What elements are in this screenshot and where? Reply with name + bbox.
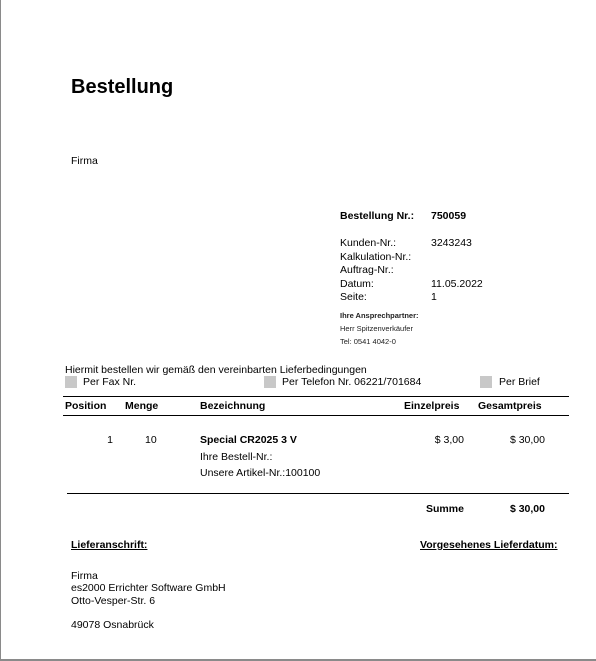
page-label: Seite:	[340, 291, 367, 303]
contact-heading: Ihre Ansprechpartner:	[340, 311, 419, 320]
phone-option-label: Per Telefon Nr. 06221/701684	[282, 376, 422, 388]
table-header-rule	[63, 415, 569, 416]
sum-label: Summe	[426, 503, 464, 515]
page-value: 1	[431, 291, 437, 303]
document-title: Bestellung	[71, 76, 174, 98]
letter-checkbox[interactable]	[480, 376, 492, 388]
row-description: Special CR2025 3 V	[200, 434, 297, 446]
address-line-2: es2000 Errichter Software GmbH	[71, 582, 226, 594]
column-header-quantity: Menge	[125, 400, 159, 412]
column-header-total-price: Gesamtpreis	[478, 400, 542, 412]
contact-name: Herr Spitzenverkäufer	[340, 324, 413, 333]
row-quantity: 10	[145, 434, 157, 446]
table-bottom-rule	[67, 493, 569, 494]
column-header-position: Position	[65, 400, 107, 412]
fax-checkbox[interactable]	[65, 376, 77, 388]
company-label: Firma	[71, 155, 98, 167]
fax-option-label: Per Fax Nr.	[83, 376, 137, 388]
calculation-number-label: Kalkulation-Nr.:	[340, 251, 412, 263]
terms-intro: Hiermit bestellen wir gemäß den vereinbarten Lieferbedingungen	[65, 364, 367, 376]
letter-option-label: Per Brief	[499, 376, 540, 388]
row-article-number: Unsere Artikel-Nr.:100100	[200, 467, 321, 479]
row-position: 1	[107, 434, 113, 446]
row-customer-order-number: Ihre Bestell-Nr.:	[200, 451, 273, 463]
phone-checkbox[interactable]	[264, 376, 276, 388]
row-total-price: $ 30,00	[509, 434, 545, 446]
order-number-value: 750059	[431, 210, 467, 222]
order-reference-label: Auftrag-Nr.:	[340, 264, 394, 276]
column-header-description: Bezeichnung	[200, 400, 266, 412]
date-label: Datum:	[340, 278, 374, 290]
delivery-address-heading: Lieferanschrift:	[71, 539, 148, 551]
address-line-1: Firma	[71, 570, 98, 582]
sum-value: $ 30,00	[509, 503, 545, 515]
table-top-rule	[63, 396, 569, 397]
date-value: 11.05.2022	[431, 278, 483, 290]
delivery-date-heading: Vorgesehenes Lieferdatum:	[420, 539, 558, 551]
page-left-border	[0, 0, 1, 661]
column-header-unit-price: Einzelpreis	[404, 400, 460, 412]
address-line-3: Otto-Vesper-Str. 6	[71, 595, 156, 607]
customer-number-value: 3243243	[431, 237, 472, 249]
customer-number-label: Kunden-Nr.:	[340, 237, 397, 249]
row-unit-price: $ 3,00	[434, 434, 464, 446]
order-number-label: Bestellung Nr.:	[340, 210, 415, 222]
contact-phone: Tel: 0541 4042-0	[340, 337, 396, 346]
address-line-5: 49078 Osnabrück	[71, 619, 154, 631]
